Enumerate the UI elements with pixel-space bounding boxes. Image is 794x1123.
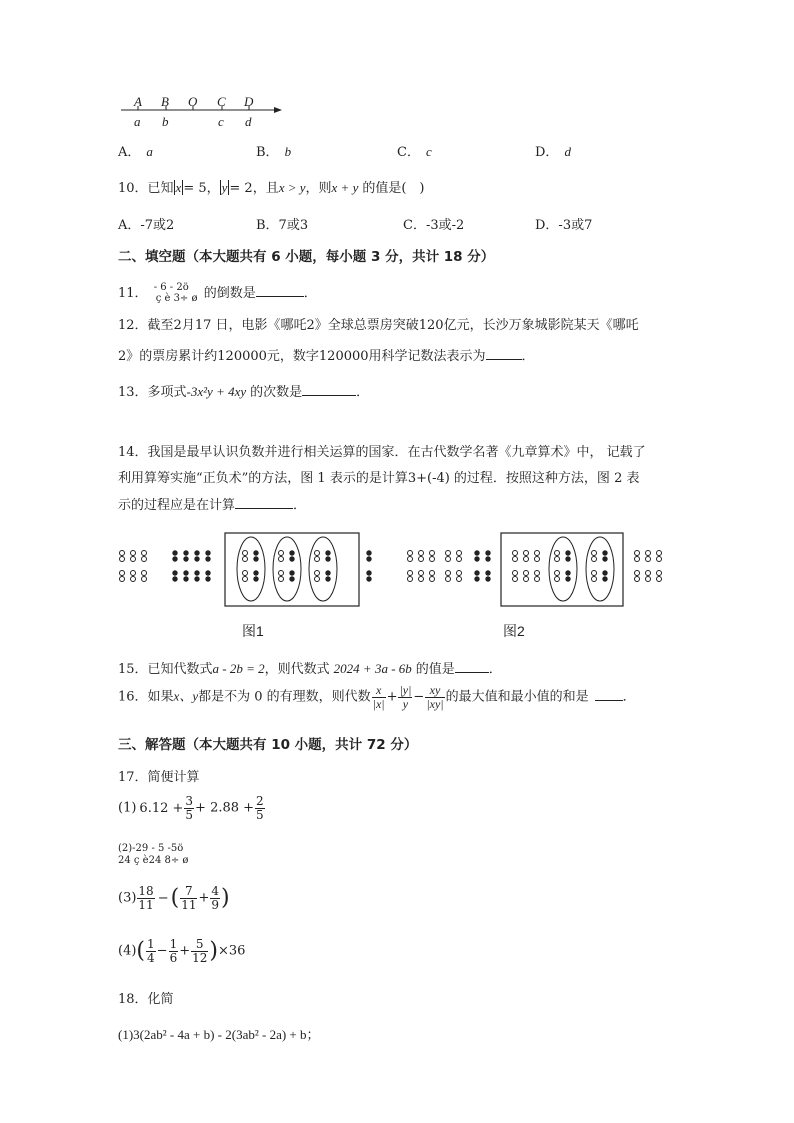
operator: − bbox=[156, 943, 168, 959]
q11-expression-bottom: ç è 3÷ ø bbox=[155, 292, 198, 304]
left-paren: ( bbox=[170, 885, 180, 911]
q10-text: 10．已知 bbox=[118, 181, 174, 196]
q13: 13．多项式-3x²y + 4xy 的次数是 ． bbox=[118, 384, 370, 400]
q17-title: 17．简便计算 bbox=[118, 770, 200, 785]
q11: 11． - 6 - 2ö ç è 3÷ ø 的倒数是 ． bbox=[118, 281, 317, 304]
q16-answer-blank[interactable] bbox=[595, 700, 623, 701]
number-line-value-d: d bbox=[245, 114, 252, 129]
q18-part-1: (1)3(2ab² - 4a + b) - 2(3ab² - 2a) + b； bbox=[118, 1027, 320, 1042]
part-label: (1) bbox=[118, 800, 137, 816]
q16-variables: x、y bbox=[173, 688, 199, 704]
q17-part-4 bbox=[118, 938, 245, 964]
q16-fraction-1: $\frac{x}{|x|}$ bbox=[372, 683, 385, 711]
q17-p4-fraction-3: $\frac{5}{12}$ bbox=[192, 937, 208, 965]
q12-text: 2》的票房累计约120000元，数字120000用科学记数法表示为 bbox=[118, 349, 486, 364]
q17-p3-fraction-1: $\frac{18}{11}$ bbox=[138, 884, 154, 912]
q17-p4-fraction-2: $\frac{1}{6}$ bbox=[169, 937, 178, 965]
q10-text: = 2，且 bbox=[229, 181, 279, 196]
q10-option-a[interactable]: A．-7或2 bbox=[118, 218, 175, 233]
q17-p2-bottom: 24 ç è24 8÷ ø bbox=[118, 855, 189, 866]
number-line-label-A: A bbox=[134, 94, 142, 109]
number-line-label-B: B bbox=[161, 94, 169, 109]
q11-expression-top: - 6 - 2ö bbox=[153, 281, 189, 293]
section-2-heading: 二、填空题（本大题共有 6 小题，每小题 3 分，共计 18 分） bbox=[118, 249, 495, 265]
option-letter: B． bbox=[256, 145, 279, 160]
right-paren: ) bbox=[209, 938, 218, 964]
q16-text: 都是不为 0 的有理数，则代数 bbox=[198, 689, 371, 705]
q18-title: 18．化简 bbox=[118, 992, 174, 1007]
counting-rods-figures bbox=[115, 528, 675, 612]
q13-expression: -3x²y + 4xy bbox=[186, 384, 247, 399]
q17-p2-top: (2)-29 - 5 -5ö bbox=[118, 843, 184, 854]
option-value: a bbox=[146, 144, 153, 159]
option-letter: A． bbox=[118, 145, 141, 160]
number-line-value-b: b bbox=[162, 114, 169, 129]
q10-option-c[interactable]: C．-3或-2 bbox=[403, 218, 465, 233]
part-label: (3) bbox=[118, 890, 137, 906]
q10-abs-y: y bbox=[221, 180, 228, 195]
q11-text: 的倒数是 bbox=[203, 286, 256, 301]
q16: 16．如果x、y都是不为 0 的有理数，则代数 $\frac{x}{|x|}$ + $\frac{|y|}{y}$ − $\frac{xy}{|xy|}$ 的最大值和最小值的和是 ． bbox=[118, 683, 636, 711]
q14-text: 示的过程应是在计算 bbox=[118, 498, 236, 513]
q15: 15．已知代数式a - 2b = 2，则代数式 2024 + 3a - 6b 的值是 ． bbox=[118, 661, 502, 677]
q15-expression: 2024 + 3a - 6b bbox=[333, 661, 412, 676]
q17-part-1 bbox=[118, 795, 266, 821]
option-letter: D． bbox=[535, 145, 559, 160]
number-line-value-c: c bbox=[218, 114, 224, 129]
number-line-value-a: a bbox=[134, 114, 141, 129]
operator: + bbox=[179, 943, 191, 959]
q17-p4-tail: ×36 bbox=[217, 943, 246, 959]
q17-p1-term: + 2.88 + bbox=[195, 800, 255, 816]
q12-line-2: 2》的票房累计约120000元，数字120000用科学记数法表示为 ． bbox=[118, 349, 535, 364]
q10-condition: x > y bbox=[278, 180, 306, 195]
q10-option-d[interactable]: D．-3或7 bbox=[535, 218, 593, 233]
q10-text: ，则 bbox=[305, 181, 332, 196]
q10-stem bbox=[118, 177, 425, 196]
q15-text: 15．已知代数式 bbox=[118, 662, 213, 677]
q10-option-b[interactable]: B．7或3 bbox=[256, 218, 309, 233]
q10-expression: x + y bbox=[331, 180, 359, 195]
q9-option-b[interactable] bbox=[256, 141, 291, 160]
q16-fraction-3: $\frac{xy}{|xy|}$ bbox=[426, 683, 444, 711]
q17-p1-fraction-1: $\frac{3}{5}$ bbox=[185, 794, 194, 822]
q14-line-1: 14．我国是最早认识负数并进行相关运算的国家．在古代数学名著《九章算术》中， 记载了 bbox=[118, 445, 646, 460]
figure-2-caption: 图2 bbox=[503, 623, 525, 639]
q15-text: ，则代数式 bbox=[264, 662, 330, 677]
q17-p4-fraction-1: $\frac{1}{4}$ bbox=[147, 937, 155, 965]
figure-1-caption: 图1 bbox=[242, 623, 264, 639]
q17-part-3 bbox=[118, 885, 230, 911]
option-value: c bbox=[425, 144, 432, 159]
q10-text: 的值是( ) bbox=[362, 181, 425, 196]
option-value: d bbox=[564, 144, 571, 159]
q17-p1-fraction-2: $\frac{2}{5}$ bbox=[256, 794, 264, 822]
q17-p3-fraction-3: $\frac{4}{9}$ bbox=[211, 884, 220, 912]
q12-answer-blank[interactable] bbox=[486, 359, 522, 360]
operator: + bbox=[198, 890, 210, 906]
option-value: b bbox=[284, 144, 292, 159]
q17-p1-term: 6.12 + bbox=[139, 800, 184, 816]
number-line-label-C: C bbox=[217, 94, 226, 109]
q11-answer-blank[interactable] bbox=[256, 296, 304, 297]
q15-answer-blank[interactable] bbox=[455, 672, 489, 673]
q16-fraction-2: $\frac{|y|}{y}$ bbox=[399, 683, 412, 711]
option-letter: C． bbox=[397, 145, 420, 160]
left-paren: ( bbox=[136, 938, 146, 964]
fig1-hollow-group bbox=[120, 551, 147, 582]
q15-text: 的值是 bbox=[415, 662, 455, 677]
q16-text: 的最大值和最小值的和是 bbox=[445, 689, 589, 705]
q12-line-1: 12．截至2月17 日，电影《哪吒2》全球总票房突破120亿元，长沙万象城影院某天《哪吒 bbox=[118, 318, 639, 333]
q15-condition: a - 2b = 2 bbox=[212, 661, 265, 676]
part-label: (4) bbox=[118, 943, 137, 959]
q10-text: = 5， bbox=[183, 181, 220, 196]
q9-option-d[interactable] bbox=[535, 141, 571, 160]
q14-line-2: 利用算筹实施“正负术”的方法，图 1 表示的是计算3+(-4) 的过程．按照这种方法，图 2 表 bbox=[118, 471, 640, 486]
q17-p3-fraction-2: $\frac{7}{11}$ bbox=[181, 884, 197, 912]
section-3-heading: 三、解答题（本大题共有 10 小题，共计 72 分） bbox=[118, 737, 418, 753]
q13-text: 13．多项式 bbox=[118, 385, 187, 400]
right-paren: ) bbox=[221, 885, 230, 911]
operator: − bbox=[157, 890, 169, 906]
q11-number: 11． bbox=[118, 286, 148, 301]
q14-line-3: 示的过程应是在计算 ． bbox=[118, 498, 307, 513]
q9-option-c[interactable] bbox=[397, 141, 432, 160]
q17-part-2 bbox=[118, 843, 258, 869]
fig1-solid-group bbox=[172, 550, 210, 581]
q14-answer-blank[interactable] bbox=[235, 508, 293, 509]
q13-answer-blank[interactable] bbox=[302, 395, 356, 396]
q11-expression bbox=[152, 281, 204, 304]
q10-abs-x: x bbox=[175, 180, 182, 195]
number-line-label-O: O bbox=[188, 94, 198, 109]
q9-option-a[interactable] bbox=[118, 141, 153, 160]
number-line-label-D: D bbox=[244, 94, 254, 109]
q16-text: 16．如果 bbox=[118, 689, 174, 705]
q13-text: 的次数是 bbox=[250, 385, 303, 400]
